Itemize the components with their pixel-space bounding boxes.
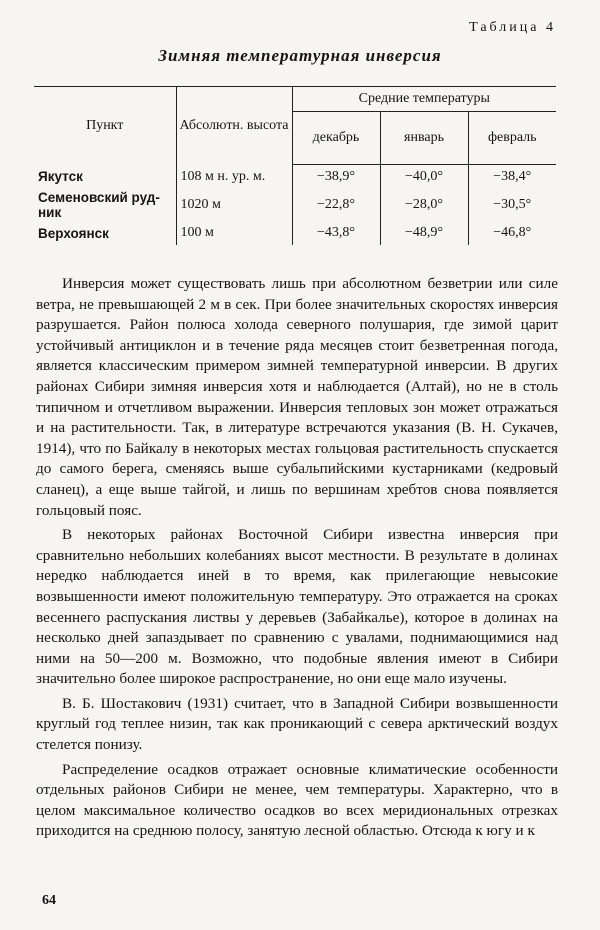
temp-december: −38,9° (292, 165, 380, 190)
temp-february: −46,8° (468, 221, 556, 245)
station-name: Верхоянск (38, 225, 109, 241)
header-month-december: декабрь (292, 112, 380, 165)
temperature-inversion-table (34, 86, 556, 245)
header-month-february: февраль (468, 112, 556, 165)
temp-january: −48,9° (380, 221, 468, 245)
table-title: Зимняя температурная инверсия (158, 46, 442, 65)
temp-january: −28,0° (380, 189, 468, 221)
station-name: Семеновский руд- ник (38, 190, 160, 220)
station-height: 108 м н. ур. м. (176, 165, 292, 190)
temp-december: −22,8° (292, 189, 380, 221)
temp-february: −38,4° (468, 165, 556, 190)
header-station: Пункт (34, 87, 176, 165)
station-name: Якутск (38, 169, 83, 185)
body-text (36, 274, 558, 846)
paragraph: В. Б. Шостакович (1931) считает, что в Западной Сибири возвышенности круглый год теплее низин, так как проникающий с севера арктический воздух стелется понизу. (36, 694, 558, 754)
table-row (34, 165, 556, 190)
header-average-temps: Средние температуры (292, 87, 556, 112)
temp-february: −30,5° (468, 189, 556, 221)
table-row (34, 189, 556, 221)
header-height: Абсолютн. высота (176, 87, 292, 165)
header-month-january: январь (380, 112, 468, 165)
paragraph: Распределение осадков отражает основные климатические особенности отдельных районов Сибири не менее, чем температуры. Характерно, что в целом максимальное количество осадков во всех меридиональных отрезках приходится на среднюю полосу, занятую лесной областью. Отсюда к югу и к (36, 760, 558, 840)
paragraph: Инверсия может существовать лишь при абсолютном безветрии или силе ветра, не превышающей 2 м в сек. При более значительных скоростях инверсия разрушается. Район полюса холода северного полушария, где зимой царит устойчивый антициклон и в течение ряда месяцев стоит безветренная погода, является классическим примером зимней температурной инверсии. В других районах Сибири зимняя инверсия хотя и наблюдается (Алтай), но не в столь типичном и отчетливом выражении. Инверсия тепловых зон может отражаться и на растительности. Так, в литературе встречаются указания (В. Н. Сукачев, 1914), что по Байкалу в некоторых местах гольцовая растительность спускается до самого берега, сменяясь выше субальпийскими кустарниками (кедровый сланец), а еще выше тайгой, и лишь по вершинам хребтов снова появляется гольцовый пояс. (36, 275, 558, 519)
page-number: 64 (42, 893, 56, 908)
temp-december: −43,8° (292, 221, 380, 245)
station-height: 1020 м (176, 189, 292, 221)
table-row (34, 221, 556, 245)
paragraph: В некоторых районах Восточной Сибири известна инверсия при сравнительно небольших колебаниях высот местности. В результате в долинах нередко наблюдается иней в то время, как прилегающие невысокие возвышенности имеют положительную температуру. Это отражается на сроках весеннего распускания листвы у деревьев (Забайкалье), которое в долинах на несколько дней запаздывает по сравнению с увалами, поднимающимися над ними на 50—200 м. Возможно, что подобные явления имеют в Сибири значительно более широкое распространение, но они еще мало изучены. (36, 526, 558, 688)
temp-january: −40,0° (380, 165, 468, 190)
table-label: Таблица 4 (469, 20, 556, 35)
station-height: 100 м (176, 221, 292, 245)
